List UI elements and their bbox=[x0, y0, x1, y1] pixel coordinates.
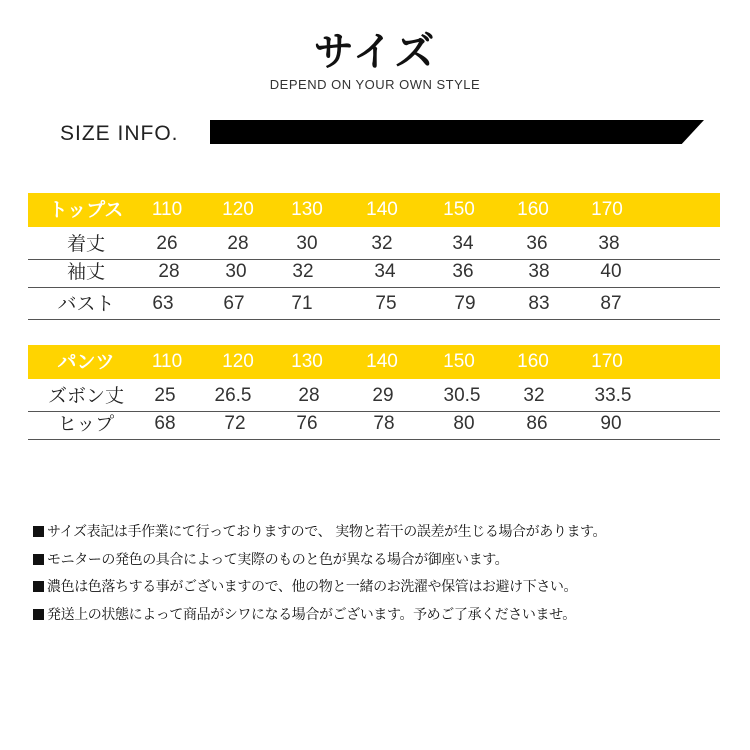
table-cell: 36 bbox=[526, 233, 548, 254]
size-header-cell: 120 bbox=[222, 199, 254, 220]
table-cell: 32 bbox=[292, 261, 314, 282]
table-cell: 63 bbox=[152, 293, 174, 314]
table-cell: 87 bbox=[600, 293, 622, 314]
row-label: 着丈 bbox=[66, 233, 106, 255]
size-header-cell: 160 bbox=[517, 351, 549, 372]
note-text: モニターの発色の具合によって実際のものと色が異なる場合が御座います。 bbox=[47, 551, 509, 568]
page-title: サイズ bbox=[313, 29, 437, 75]
table-cell: 34 bbox=[452, 233, 474, 254]
table-cell: 38 bbox=[598, 233, 620, 254]
table-row bbox=[28, 381, 720, 412]
size-header-cell: 140 bbox=[366, 351, 398, 372]
note-text: 濃色は色落ちする事がございますので、他の物と一緒のお洗濯や保管はお避け下さい。 bbox=[47, 579, 578, 595]
note-text: サイズ表記は手作業にて行っておりますので、 実物と若干の誤差が生じる場合があります。 bbox=[47, 524, 607, 540]
table-cell: 90 bbox=[600, 413, 622, 434]
table-cell: 38 bbox=[528, 261, 550, 282]
table-cell: 34 bbox=[374, 261, 396, 282]
table-cell: 26.5 bbox=[214, 385, 252, 406]
table-cell: 68 bbox=[154, 413, 176, 434]
tops-header-label: トップス bbox=[48, 199, 124, 221]
size-info-label: SIZE INFO. bbox=[60, 122, 179, 145]
table-cell: 83 bbox=[528, 293, 550, 314]
table-cell: 30.5 bbox=[443, 385, 481, 406]
size-header-cell: 150 bbox=[443, 199, 475, 220]
notes-section bbox=[33, 519, 733, 629]
table-cell: 75 bbox=[375, 293, 397, 314]
table-cell: 80 bbox=[453, 413, 475, 434]
table-cell: 36 bbox=[452, 261, 474, 282]
note-item bbox=[33, 519, 733, 547]
table-row bbox=[28, 289, 720, 320]
size-header-cell: 160 bbox=[517, 199, 549, 220]
row-label: ヒップ bbox=[57, 413, 115, 435]
table-cell: 72 bbox=[224, 413, 246, 434]
table-cell: 28 bbox=[158, 261, 180, 282]
pants-header-row bbox=[28, 345, 720, 379]
size-header-cell: 120 bbox=[222, 351, 254, 372]
row-label: ズボン丈 bbox=[47, 385, 125, 407]
table-cell: 79 bbox=[454, 293, 476, 314]
page-subtitle: DEPEND ON YOUR OWN STYLE bbox=[269, 77, 481, 92]
table-cell: 76 bbox=[296, 413, 318, 434]
table-cell: 67 bbox=[223, 293, 245, 314]
table-cell: 32 bbox=[523, 385, 545, 406]
table-cell: 32 bbox=[371, 233, 393, 254]
size-header-cell: 170 bbox=[591, 199, 623, 220]
table-cell: 78 bbox=[373, 413, 395, 434]
note-item bbox=[33, 547, 733, 575]
size-header-cell: 110 bbox=[151, 199, 183, 220]
size-header-cell: 130 bbox=[291, 351, 323, 372]
table-cell: 30 bbox=[296, 233, 318, 254]
table-cell: 71 bbox=[291, 293, 313, 314]
square-bullet-icon bbox=[33, 581, 44, 592]
table-row bbox=[28, 257, 720, 288]
size-header-cell: 140 bbox=[366, 199, 398, 220]
note-item bbox=[33, 602, 733, 630]
size-header-cell: 170 bbox=[591, 351, 623, 372]
note-item bbox=[33, 574, 733, 602]
table-cell: 40 bbox=[600, 261, 622, 282]
table-cell: 28 bbox=[298, 385, 320, 406]
table-cell: 29 bbox=[372, 385, 394, 406]
pants-header-label: パンツ bbox=[57, 351, 115, 373]
square-bullet-icon bbox=[33, 554, 44, 565]
tops-header-row bbox=[28, 193, 720, 227]
table-cell: 86 bbox=[526, 413, 548, 434]
square-bullet-icon bbox=[33, 609, 44, 620]
size-header-cell: 150 bbox=[443, 351, 475, 372]
table-row bbox=[28, 229, 720, 260]
table-row bbox=[28, 409, 720, 440]
table-cell: 30 bbox=[225, 261, 247, 282]
table-cell: 25 bbox=[154, 385, 176, 406]
row-label: バスト bbox=[57, 293, 115, 315]
table-cell: 26 bbox=[156, 233, 178, 254]
size-header-cell: 110 bbox=[151, 351, 183, 372]
table-cell: 33.5 bbox=[594, 385, 632, 406]
note-text: 発送上の状態によって商品がシワになる場合がございます。予めご了承くださいませ。 bbox=[47, 606, 576, 623]
row-label: 袖丈 bbox=[66, 261, 106, 283]
size-header-cell: 130 bbox=[291, 199, 323, 220]
table-cell: 28 bbox=[227, 233, 249, 254]
size-info-black-bar bbox=[210, 120, 704, 144]
square-bullet-icon bbox=[33, 526, 44, 537]
